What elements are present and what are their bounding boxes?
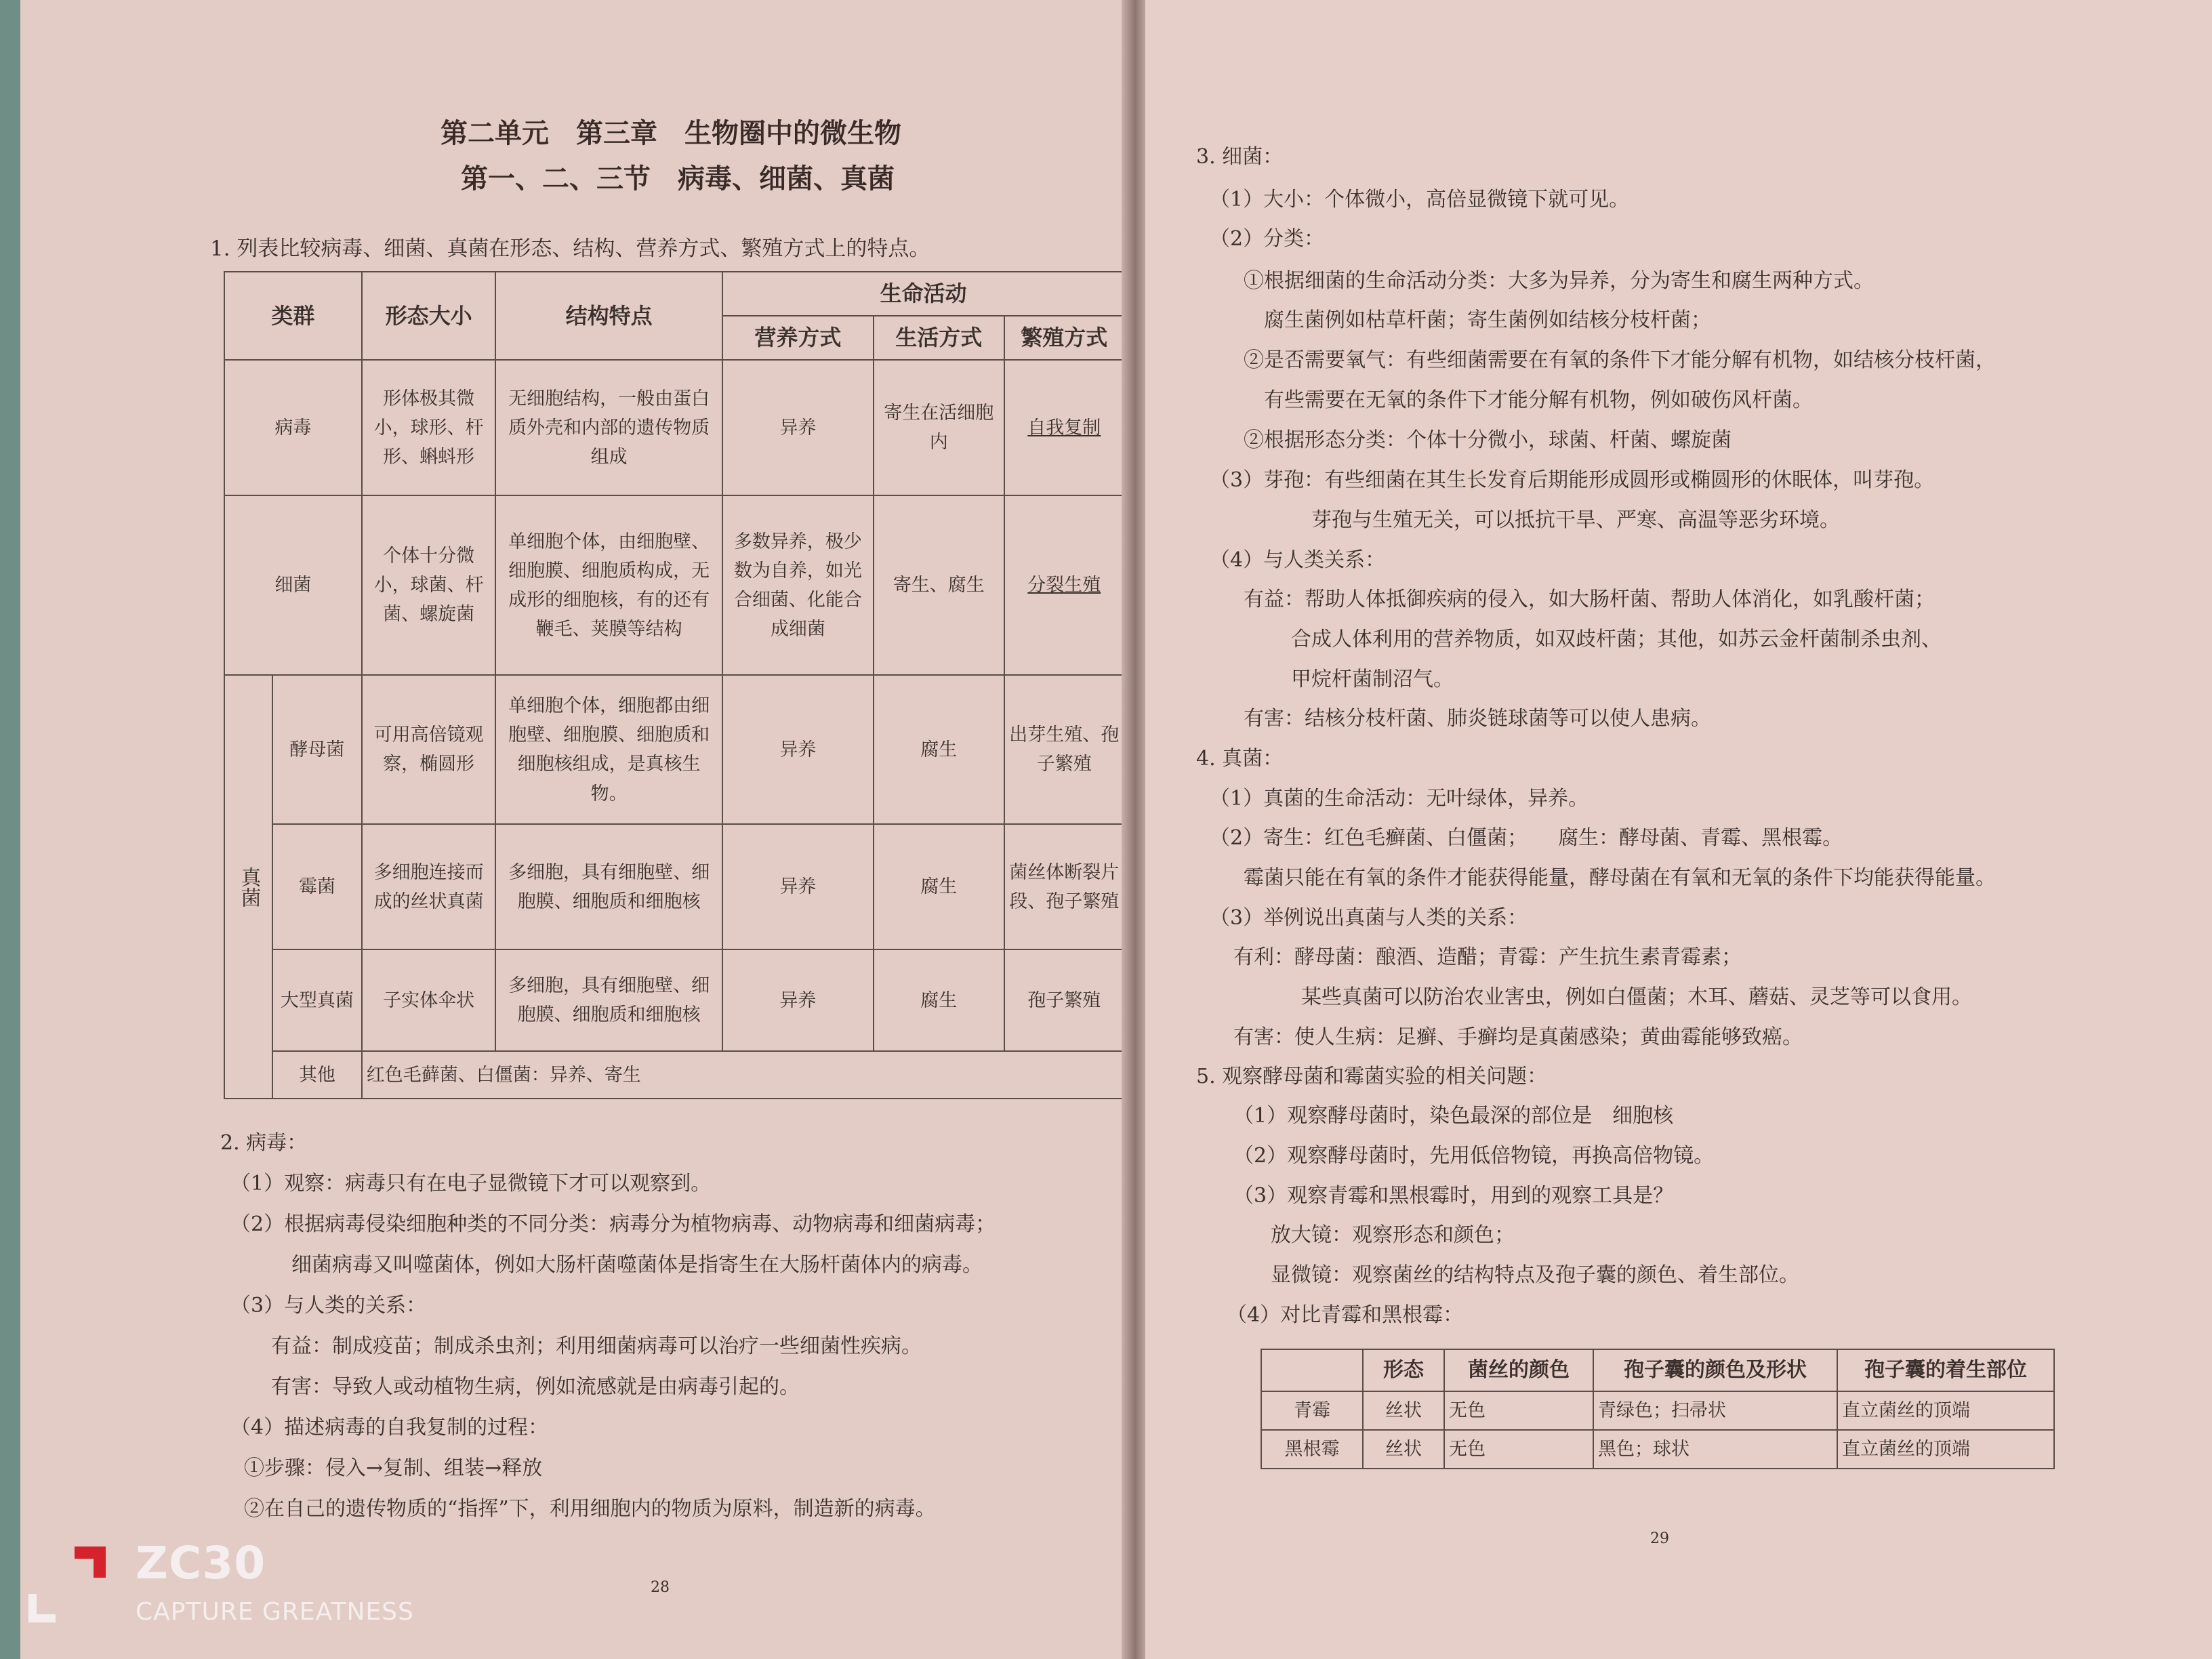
cell-fungi-label: 真菌 <box>224 675 272 1099</box>
cell-other-name: 其他 <box>272 1051 362 1099</box>
compare-header: 菌丝的颜色 <box>1444 1349 1593 1391</box>
text-line: 有害：导致人或动植物生病，例如流感就是由病毒引起的。 <box>271 1375 800 1399</box>
compare-header <box>1261 1349 1363 1391</box>
chapter-title: 第二单元 第三章 生物圈中的微生物 <box>441 117 901 149</box>
mold-compare-table <box>1261 1349 2055 1469</box>
compare-cell: 青霉 <box>1261 1391 1363 1430</box>
text-line: 5. 观察酵母菌和霉菌实验的相关问题： <box>1196 1065 1548 1088</box>
compare-cell: 丝状 <box>1363 1391 1444 1430</box>
compare-cell: 直立菌丝的顶端 <box>1837 1430 2054 1469</box>
watermark-tagline: CAPTURE GREATNESS <box>136 1598 414 1626</box>
header-nutrition: 营养方式 <box>722 316 874 360</box>
text-line: （3）芽孢：有些细菌在其生长发育后期能形成圆形或椭圆形的休眠体，叫芽孢。 <box>1210 468 1935 492</box>
cell-yeast-nutrition: 异养 <box>722 675 874 824</box>
text-line: ②在自己的遗传物质的“指挥”下，利用细胞内的物质为原料，制造新的病毒。 <box>244 1497 936 1521</box>
text-line: 有些需要在无氧的条件下才能分解有机物，例如破伤风杆菌。 <box>1264 388 1813 412</box>
compare-cell: 无色 <box>1444 1391 1593 1430</box>
text-line: ②是否需要氧气：有些细菌需要在有氧的条件下才能分解有机物，如结核分枝杆菌， <box>1244 348 1996 372</box>
text-line: 显微镜：观察菌丝的结构特点及孢子囊的颜色、着生部位。 <box>1271 1263 1799 1287</box>
cell-mold-structure: 多细胞，具有细胞壁、细胞膜、细胞质和细胞核 <box>495 824 722 949</box>
text-line: 有害：使人生病：足癣、手癣均是真菌感染；黄曲霉能够致癌。 <box>1233 1025 1803 1049</box>
table-row <box>224 675 1124 824</box>
cell-bacteria-name: 细菌 <box>224 495 362 675</box>
cell-mold-living: 腐生 <box>874 824 1004 949</box>
text-line: （2）分类： <box>1210 227 1325 251</box>
cell-bacteria-structure: 单细胞个体，由细胞壁、细胞膜、细胞质构成，无成形的细胞核，有的还有鞭毛、荚膜等结构 <box>495 495 722 675</box>
table-row <box>224 949 1124 1051</box>
text-line: 有益：制成疫苗；制成杀虫剂；利用细菌病毒可以治疗一些细菌性疾病。 <box>271 1334 922 1358</box>
text-line: （3）与人类的关系： <box>230 1294 427 1317</box>
compare-cell: 无色 <box>1444 1430 1593 1469</box>
compare-cell: 丝状 <box>1363 1430 1444 1469</box>
compare-header: 孢子囊的着生部位 <box>1837 1349 2054 1391</box>
header-life: 生命活动 <box>722 272 1124 316</box>
text-line: （1）大小：个体微小，高倍显微镜下就可见。 <box>1210 188 1630 211</box>
text-line: 合成人体利用的营养物质，如双歧杆菌；其他，如苏云金杆菌制杀虫剂、 <box>1291 628 1942 651</box>
cell-virus-nutrition: 异养 <box>722 360 874 495</box>
text-line: （3）举例说出真菌与人类的关系： <box>1210 906 1528 930</box>
cell-large-reproduction: 孢子繁殖 <box>1004 949 1124 1051</box>
camera-logo-icon <box>75 1547 106 1578</box>
watermark-brand: ZC30 <box>136 1537 266 1589</box>
text-line: 有益：帮助人体抵御疾病的侵入，如大肠杆菌、帮助人体消化，如乳酸杆菌； <box>1244 588 1935 611</box>
text-line: 有利：酵母菌：酿酒、造醋；青霉：产生抗生素青霉素； <box>1233 945 1742 969</box>
text-line: 3. 细菌： <box>1196 145 1284 169</box>
header-shape: 形态大小 <box>362 272 496 360</box>
text-line: （4）描述病毒的自我复制的过程： <box>230 1416 549 1439</box>
table-row <box>1261 1430 2054 1469</box>
text-line: （3）观察青霉和黑根霉时，用到的观察工具是？ <box>1233 1184 1674 1208</box>
table-row <box>224 360 1124 495</box>
header-reproduction: 繁殖方式 <box>1004 316 1124 360</box>
text-line: 2. 病毒： <box>220 1131 308 1155</box>
page-number: 29 <box>1650 1530 1669 1547</box>
text-line: 有害：结核分枝杆菌、肺炎链球菌等可以使人患病。 <box>1244 707 1711 731</box>
text-line: （4）与人类关系： <box>1210 548 1386 572</box>
text-line: ①步骤：侵入→复制、组装→释放 <box>244 1456 543 1480</box>
text-line: （2）寄生：红色毛癣菌、白僵菌； 腐生：酵母菌、青霉、黑根霉。 <box>1210 826 1843 850</box>
question-1: 1. 列表比较病毒、细菌、真菌在形态、结构、营养方式、繁殖方式上的特点。 <box>210 237 930 261</box>
left-page <box>20 0 1132 1659</box>
book-spine <box>1122 0 1149 1659</box>
text-line: （4）对比青霉和黑根霉： <box>1227 1303 1464 1327</box>
cell-yeast-reproduction: 出芽生殖、孢子繁殖 <box>1004 675 1124 824</box>
text-line: ②根据形态分类：个体十分微小，球菌、杆菌、螺旋菌 <box>1244 428 1732 452</box>
text-line: 芽孢与生殖无关，可以抵抗干旱、严寒、高温等恶劣环境。 <box>1311 508 1840 532</box>
page-number: 28 <box>651 1579 670 1596</box>
comparison-table <box>224 271 1125 1099</box>
text-line: （1）观察：病毒只有在电子显微镜下才可以观察到。 <box>230 1172 712 1195</box>
cell-other-text: 红色毛藓菌、白僵菌：异养、寄生 <box>362 1051 1124 1099</box>
cell-large-name: 大型真菌 <box>272 949 362 1051</box>
compare-cell: 黑根霉 <box>1261 1430 1363 1469</box>
text-line: ①根据细菌的生命活动分类：大多为异养，分为寄生和腐生两种方式。 <box>1244 269 1874 293</box>
cell-bacteria-reproduction: 分裂生殖 <box>1004 495 1124 675</box>
compare-header: 形态 <box>1363 1349 1444 1391</box>
cell-mold-shape: 多细胞连接而成的丝状真菌 <box>362 824 496 949</box>
text-line: （1）真菌的生命活动：无叶绿体，异养。 <box>1210 787 1589 811</box>
text-line: 细菌病毒又叫噬菌体，例如大肠杆菌噬菌体是指寄生在大肠杆菌体内的病毒。 <box>291 1253 983 1277</box>
cell-mold-nutrition: 异养 <box>722 824 874 949</box>
text-line: 4. 真菌： <box>1196 747 1284 771</box>
text-line: （2）根据病毒侵染细胞种类的不同分类：病毒分为植物病毒、动物病毒和细菌病毒； <box>230 1212 996 1236</box>
text-line: 甲烷杆菌制沼气。 <box>1291 668 1454 691</box>
header-structure: 结构特点 <box>495 272 722 360</box>
text-line: 霉菌只能在有氧的条件才能获得能量，酵母菌在有氧和无氧的条件下均能获得能量。 <box>1244 866 1996 890</box>
compare-cell: 直立菌丝的顶端 <box>1837 1391 2054 1430</box>
text-line: 某些真菌可以防治农业害虫，例如白僵菌；木耳、蘑菇、灵芝等可以食用。 <box>1301 985 1972 1009</box>
header-group: 类群 <box>224 272 362 360</box>
cell-mold-name: 霉菌 <box>272 824 362 949</box>
text-line: 放大镜：观察形态和颜色； <box>1271 1223 1515 1247</box>
cell-large-shape: 子实体伞状 <box>362 949 496 1051</box>
table-row <box>1261 1391 2054 1430</box>
cell-virus-living: 寄生在活细胞内 <box>874 360 1004 495</box>
cell-yeast-name: 酵母菌 <box>272 675 362 824</box>
cell-yeast-structure: 单细胞个体，细胞都由细胞壁、细胞膜、细胞质和细胞核组成，是真核生物。 <box>495 675 722 824</box>
text-line: 腐生菌例如枯草杆菌；寄生菌例如结核分枝杆菌； <box>1264 308 1711 332</box>
cell-mold-reproduction: 菌丝体断裂片段、孢子繁殖 <box>1004 824 1124 949</box>
cell-large-living: 腐生 <box>874 949 1004 1051</box>
cell-virus-shape: 形体极其微小，球形、杆形、蝌蚪形 <box>362 360 496 495</box>
text-line: （2）观察酵母菌时，先用低倍物镜，再换高倍物镜。 <box>1233 1144 1715 1168</box>
corner-bracket-icon <box>28 1594 56 1622</box>
cell-virus-structure: 无细胞结构，一般由蛋白质外壳和内部的遗传物质组成 <box>495 360 722 495</box>
cell-bacteria-shape: 个体十分微小，球菌、杆菌、螺旋菌 <box>362 495 496 675</box>
cell-bacteria-living: 寄生、腐生 <box>874 495 1004 675</box>
table-row <box>224 1051 1124 1099</box>
table-row <box>224 495 1124 675</box>
compare-cell: 黑色；球状 <box>1593 1430 1837 1469</box>
cell-large-nutrition: 异养 <box>722 949 874 1051</box>
cell-bacteria-nutrition: 多数异养，极少数为自养，如光合细菌、化能合成细菌 <box>722 495 874 675</box>
cell-virus-name: 病毒 <box>224 360 362 495</box>
table-row <box>224 824 1124 949</box>
compare-cell: 青绿色；扫帚状 <box>1593 1391 1837 1430</box>
text-line: （1）观察酵母菌时，染色最深的部位是 细胞核 <box>1233 1104 1674 1128</box>
compare-header: 孢子囊的颜色及形状 <box>1593 1349 1837 1391</box>
cell-yeast-shape: 可用高倍镜观察，椭圆形 <box>362 675 496 824</box>
right-page <box>1145 0 2212 1659</box>
cell-large-structure: 多细胞，具有细胞壁、细胞膜、细胞质和细胞核 <box>495 949 722 1051</box>
cell-virus-reproduction: 自我复制 <box>1004 360 1124 495</box>
header-living: 生活方式 <box>874 316 1004 360</box>
section-title: 第一、二、三节 病毒、细菌、真菌 <box>461 163 895 194</box>
cell-yeast-living: 腐生 <box>874 675 1004 824</box>
